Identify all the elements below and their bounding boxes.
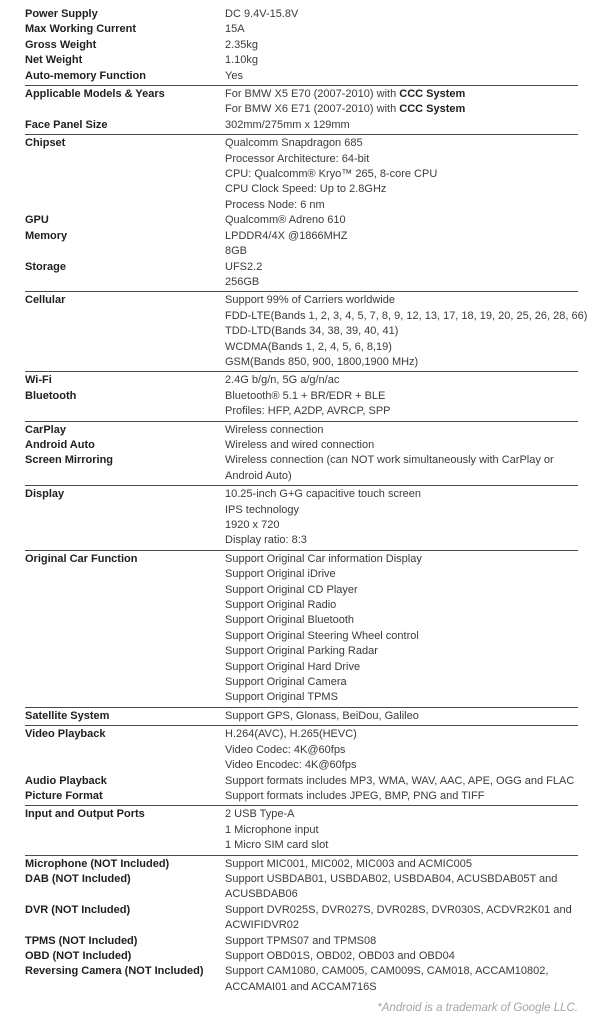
- spec-value-text: WCDMA(Bands 1, 2, 4, 5, 6, 8,19): [225, 340, 392, 353]
- spec-value-text: 2.4G b/g/n, 5G a/g/n/ac: [225, 374, 340, 387]
- spec-value-text: Support Original Parking Radar: [225, 645, 378, 658]
- spec-value: [225, 53, 258, 68]
- spec-value-text: IPS technology: [225, 503, 299, 516]
- spec-value: [225, 244, 247, 259]
- spec-value: [225, 613, 354, 628]
- spec-value: [225, 355, 418, 370]
- spec-row: [25, 807, 578, 822]
- spec-value-text: DC 9.4V-15.8V: [225, 8, 299, 20]
- spec-value-text: Support Original Hard Drive: [225, 660, 361, 673]
- spec-row: [25, 355, 578, 370]
- spec-section: [25, 291, 588, 371]
- spec-value: [225, 469, 292, 484]
- spec-table: [25, 6, 588, 996]
- spec-value-text: Wireless connection: [225, 423, 324, 436]
- spec-row: [25, 872, 578, 887]
- spec-value-text: Support formats includes JPEG, BMP, PNG and TIFF: [225, 789, 485, 802]
- spec-value-text: Support MIC001, MIC002, MIC003 and ACMIC005: [225, 857, 473, 870]
- spec-value-text: CPU: Qualcomm® Kryo™ 265, 8-core CPU: [225, 168, 438, 181]
- spec-row: [25, 583, 578, 598]
- spec-row: [25, 275, 578, 290]
- spec-value: [225, 102, 465, 117]
- spec-value: [225, 934, 376, 949]
- spec-label: Display: [25, 488, 65, 501]
- spec-value-text: Video Encodec: 4K@60fps: [225, 759, 357, 772]
- spec-value-text: 2 USB Type-A: [225, 808, 295, 821]
- spec-value: [225, 823, 319, 838]
- spec-row: [25, 102, 578, 117]
- spec-value: [225, 774, 574, 789]
- spec-row: [25, 857, 578, 872]
- spec-value-text: Wireless connection (can NOT work simultaneously with CarPlay or: [225, 454, 554, 467]
- spec-value: [225, 807, 295, 822]
- spec-value-text: Support OBD01S, OBD02, OBD03 and OBD04: [225, 949, 455, 962]
- spec-value: [225, 453, 554, 468]
- spec-row: [25, 87, 578, 102]
- spec-label: Android Auto: [25, 438, 95, 451]
- spec-label: Reversing Camera (NOT Included): [25, 965, 204, 978]
- spec-value-text: Video Codec: 4K@60fps: [225, 743, 346, 756]
- spec-value-text: Support Original Camera: [225, 676, 347, 689]
- spec-section: [25, 725, 578, 805]
- spec-row: [25, 980, 578, 995]
- spec-label: Memory: [25, 229, 68, 242]
- spec-value-text: Yes: [225, 69, 243, 82]
- spec-value-bold-text: CCC System: [399, 103, 466, 116]
- spec-row: [25, 629, 578, 644]
- spec-value: [225, 275, 259, 290]
- spec-value: [225, 949, 455, 964]
- spec-label: Power Supply: [25, 8, 98, 20]
- spec-row: [25, 293, 578, 308]
- spec-value: [225, 293, 395, 308]
- spec-label: GPU: [25, 214, 49, 227]
- spec-value: [225, 743, 345, 758]
- spec-value: [225, 487, 421, 502]
- spec-value-text: LPDDR4/4X @1866MHZ: [225, 229, 348, 242]
- spec-value-text: FDD-LTE(Bands 1, 2, 3, 4, 5, 7, 8, 9, 12, 13, 17, 18, 19, 20, 25, 26, 28, 66): [225, 309, 588, 322]
- spec-row: [25, 198, 578, 213]
- spec-value-text: 15A: [225, 23, 245, 36]
- spec-value: [225, 727, 357, 742]
- spec-value-text: Processor Architecture: 64-bit: [225, 152, 370, 165]
- spec-row: [25, 22, 578, 37]
- spec-row: [25, 213, 578, 228]
- spec-section: [25, 6, 578, 85]
- spec-row: [25, 774, 578, 789]
- spec-value: [225, 182, 386, 197]
- spec-label: OBD (NOT Included): [25, 949, 132, 962]
- spec-label: Face Panel Size: [25, 118, 108, 131]
- spec-row: [25, 660, 578, 675]
- spec-value-text: 1 Microphone input: [225, 823, 319, 836]
- spec-value-text: 8GB: [225, 245, 248, 258]
- spec-value-text: Support Original Radio: [225, 599, 337, 612]
- spec-value: [225, 152, 369, 167]
- spec-row: [25, 533, 578, 548]
- spec-value: [225, 198, 325, 213]
- spec-value: [225, 22, 245, 37]
- spec-value-text: Bluetooth® 5.1 + BR/EDR + BLE: [225, 389, 386, 402]
- spec-row: [25, 389, 578, 404]
- spec-value-bold-text: CCC System: [399, 88, 466, 101]
- spec-value-text: Support TPMS07 and TPMS08: [225, 934, 377, 947]
- spec-row: [25, 598, 578, 613]
- spec-value-text: For BMW X6 E71 (2007-2010) with: [225, 103, 400, 116]
- spec-label: TPMS (NOT Included): [25, 934, 138, 947]
- spec-row: [25, 182, 578, 197]
- spec-value-text: Wireless and wired connection: [225, 438, 375, 451]
- spec-value: [225, 690, 338, 705]
- spec-row: [25, 567, 578, 582]
- spec-value: [225, 423, 323, 438]
- spec-value-text: CPU Clock Speed: Up to 2.8GHz: [225, 183, 387, 196]
- spec-label: Picture Format: [25, 789, 103, 802]
- spec-label: Input and Output Ports: [25, 808, 145, 821]
- spec-value: [225, 229, 347, 244]
- spec-value: [225, 789, 484, 804]
- spec-value: [225, 964, 548, 979]
- spec-row: [25, 644, 578, 659]
- spec-row: [25, 453, 578, 468]
- spec-value-text: Support Original CD Player: [225, 583, 358, 596]
- spec-section: [25, 485, 578, 550]
- spec-label: DVR (NOT Included): [25, 903, 131, 916]
- spec-row: [25, 690, 578, 705]
- spec-row: [25, 675, 578, 690]
- spec-label: Audio Playback: [25, 774, 107, 787]
- spec-value: [225, 552, 422, 567]
- spec-row: [25, 136, 578, 151]
- spec-row: [25, 709, 578, 724]
- spec-row: [25, 309, 588, 324]
- spec-label: DAB (NOT Included): [25, 872, 131, 885]
- spec-row: [25, 552, 578, 567]
- spec-row: [25, 38, 578, 53]
- spec-value: [225, 309, 587, 324]
- spec-value: [225, 213, 346, 228]
- spec-value: [225, 857, 472, 872]
- spec-row: [25, 518, 578, 533]
- spec-value: [225, 838, 328, 853]
- spec-label: Wi-Fi: [25, 374, 52, 387]
- spec-value-text: Support Original Bluetooth: [225, 614, 355, 627]
- spec-label: Applicable Models & Years: [25, 88, 165, 101]
- spec-row: [25, 438, 578, 453]
- spec-value: [225, 373, 339, 388]
- spec-value: [225, 136, 363, 151]
- spec-value: [225, 503, 299, 518]
- spec-row: [25, 743, 578, 758]
- spec-label: Bluetooth: [25, 389, 77, 402]
- spec-value-text: 10.25-inch G+G capacitive touch screen: [225, 488, 421, 501]
- spec-label: Net Weight: [25, 54, 83, 67]
- spec-row: [25, 167, 578, 182]
- spec-value-text: Profiles: HFP, A2DP, AVRCP, SPP: [225, 405, 391, 418]
- spec-value: [225, 38, 258, 53]
- spec-row: [25, 613, 578, 628]
- spec-value: [225, 629, 419, 644]
- spec-value: [225, 567, 336, 582]
- spec-row: [25, 373, 578, 388]
- spec-value: [225, 438, 374, 453]
- spec-value: [225, 118, 350, 133]
- spec-section: [25, 805, 578, 854]
- spec-section: [25, 371, 578, 420]
- spec-value-text: ACCAMAI01 and ACCAM716S: [225, 980, 377, 993]
- spec-value-text: Support formats includes MP3, WMA, WAV, AAC, APE, OGG and FLAC: [225, 774, 575, 787]
- spec-label: Chipset: [25, 137, 66, 150]
- spec-row: [25, 838, 578, 853]
- spec-row: [25, 229, 578, 244]
- spec-row: [25, 789, 578, 804]
- spec-section: [25, 85, 578, 134]
- spec-value: [225, 69, 243, 84]
- spec-value-text: Support CAM1080, CAM005, CAM009S, CAM018, ACCAM10802,: [225, 965, 549, 978]
- spec-row: [25, 887, 578, 902]
- spec-value-text: Display ratio: 8:3: [225, 534, 307, 547]
- spec-value-text: For BMW X5 E70 (2007-2010) with: [225, 88, 400, 101]
- spec-row: [25, 260, 578, 275]
- spec-label: Max Working Current: [25, 23, 137, 36]
- spec-row: [25, 823, 578, 838]
- spec-value-text: GSM(Bands 850, 900, 1800,1900 MHz): [225, 355, 419, 368]
- spec-value: [225, 389, 385, 404]
- trademark-note: *Android is a trademark of Google LLC.: [377, 1002, 578, 1014]
- spec-label: Gross Weight: [25, 38, 97, 51]
- spec-value: [225, 918, 299, 933]
- spec-value-text: 256GB: [225, 275, 260, 288]
- spec-row: [25, 918, 578, 933]
- spec-value-text: Support Original Steering Wheel control: [225, 629, 419, 642]
- spec-value-text: Support Original Car information Display: [225, 552, 422, 565]
- spec-value-text: Support Original iDrive: [225, 568, 336, 581]
- spec-value-text: Process Node: 6 nm: [225, 198, 325, 211]
- spec-row: [25, 727, 578, 742]
- spec-row: [25, 69, 578, 84]
- spec-value: [225, 709, 419, 724]
- spec-section: [25, 855, 578, 997]
- spec-value: [225, 598, 336, 613]
- spec-row: [25, 964, 578, 979]
- spec-value: [225, 7, 298, 22]
- spec-row: [25, 118, 578, 133]
- spec-value-text: 302mm/275mm x 129mm: [225, 118, 350, 131]
- spec-value-text: UFS2.2: [225, 260, 263, 273]
- spec-label: CarPlay: [25, 423, 66, 436]
- spec-row: [25, 758, 578, 773]
- spec-value: [225, 533, 307, 548]
- spec-row: [25, 244, 578, 259]
- spec-value-text: Support USBDAB01, USBDAB02, USBDAB04, ACUSBDAB05T and: [225, 872, 558, 885]
- spec-row: [25, 324, 578, 339]
- spec-label: Satellite System: [25, 709, 110, 722]
- spec-value: [225, 660, 360, 675]
- spec-label: Microphone (NOT Included): [25, 857, 170, 870]
- spec-value: [225, 518, 279, 533]
- spec-row: [25, 934, 578, 949]
- spec-label: Original Car Function: [25, 552, 138, 565]
- spec-value: [225, 758, 356, 773]
- spec-value-text: ACWIFIDVR02: [225, 919, 299, 932]
- spec-value: [225, 980, 377, 995]
- spec-value-text: Support 99% of Carriers worldwide: [225, 294, 395, 307]
- spec-row: [25, 903, 578, 918]
- spec-label: Storage: [25, 260, 66, 273]
- spec-value-text: ACUSBDAB06: [225, 888, 298, 901]
- spec-value: [225, 903, 572, 918]
- spec-row: [25, 503, 578, 518]
- spec-value: [225, 340, 392, 355]
- spec-value-text: 1920 x 720: [225, 519, 280, 531]
- spec-row: [25, 469, 578, 484]
- spec-row: [25, 7, 578, 22]
- spec-section: [25, 421, 578, 486]
- spec-value-text: Support DVR025S, DVR027S, DVR028S, DVR030S, ACDVR2K01 and: [225, 903, 572, 916]
- spec-value-text: H.264(AVC), H.265(HEVC): [225, 728, 357, 741]
- spec-value: [225, 260, 262, 275]
- spec-section: [25, 707, 578, 725]
- spec-row: [25, 53, 578, 68]
- spec-value: [225, 872, 557, 887]
- spec-value-text: Qualcomm® Adreno 610: [225, 214, 346, 227]
- spec-value: [225, 675, 347, 690]
- spec-label: Auto-memory Function: [25, 69, 146, 82]
- spec-value: [225, 404, 391, 419]
- spec-value-text: Support GPS, Glonass, BeiDou, Galileo: [225, 709, 419, 722]
- spec-value-text: TDD-LTD(Bands 34, 38, 39, 40, 41): [225, 325, 399, 338]
- spec-section: [25, 134, 578, 291]
- spec-value: [225, 887, 298, 902]
- spec-row: [25, 487, 578, 502]
- spec-value: [225, 324, 398, 339]
- spec-value: [225, 167, 437, 182]
- spec-label: Video Playback: [25, 728, 106, 741]
- spec-section: [25, 550, 578, 707]
- spec-row: [25, 404, 578, 419]
- spec-value-text: Qualcomm Snapdragon 685: [225, 137, 363, 150]
- spec-value: [225, 87, 465, 102]
- spec-row: [25, 152, 578, 167]
- spec-row: [25, 340, 578, 355]
- spec-value-text: Support Original TPMS: [225, 691, 338, 704]
- spec-row: [25, 423, 578, 438]
- spec-value: [225, 583, 358, 598]
- spec-value-text: 2.35kg: [225, 38, 259, 51]
- spec-value: [225, 644, 378, 659]
- spec-row: [25, 949, 578, 964]
- spec-label: Screen Mirroring: [25, 454, 114, 467]
- spec-label: Cellular: [25, 294, 66, 307]
- spec-value-text: 1 Micro SIM card slot: [225, 839, 329, 852]
- spec-value-text: 1.10kg: [225, 54, 259, 67]
- spec-value-text: Android Auto): [225, 469, 292, 482]
